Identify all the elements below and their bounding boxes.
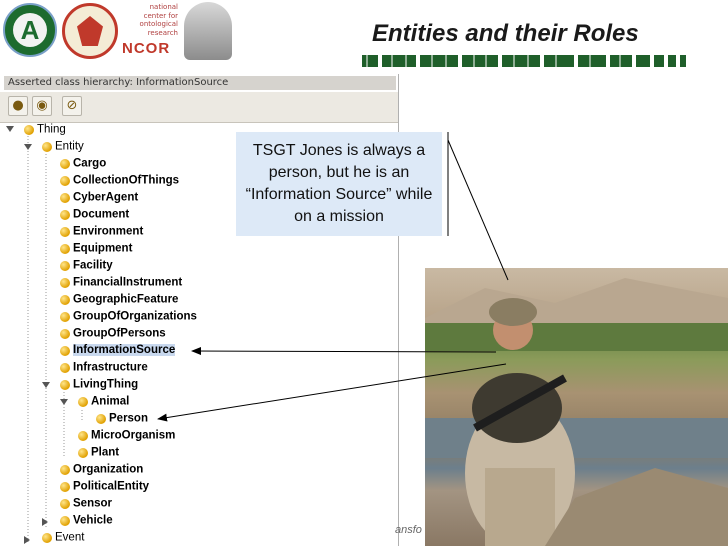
tree-node-label: Facility bbox=[73, 259, 113, 272]
tree-node-label: Plant bbox=[91, 446, 120, 459]
tree-node-label: Thing bbox=[37, 123, 66, 136]
ncor-wordmark: NCOR bbox=[122, 40, 171, 57]
tree-node-label: Equipment bbox=[73, 242, 133, 255]
delete-class-icon[interactable]: ⊘ bbox=[62, 96, 82, 116]
panel-title: Asserted class hierarchy: InformationSource bbox=[4, 76, 396, 90]
tree-node-label: CyberAgent bbox=[73, 191, 139, 204]
tree-node-label: LivingThing bbox=[73, 378, 139, 391]
tree-node-label: Event bbox=[55, 531, 85, 544]
tree-node-label: CollectionOfThings bbox=[73, 174, 180, 187]
tree-node-label: Person bbox=[109, 412, 148, 425]
add-sibling-icon[interactable]: ◉ bbox=[32, 96, 52, 116]
tree-node-label: GroupOfPersons bbox=[73, 327, 166, 340]
slide-title: Entities and their Roles bbox=[372, 20, 639, 47]
tree-node-label: Document bbox=[73, 208, 130, 221]
tree-node-label: Animal bbox=[91, 395, 130, 408]
tree-node-label: MicroOrganism bbox=[91, 429, 176, 442]
tree-node-label: FinancialInstrument bbox=[73, 276, 183, 289]
arrow-to-person bbox=[158, 364, 506, 419]
dia-logo-mark: A bbox=[13, 13, 47, 47]
tree-node-label: Infrastructure bbox=[73, 361, 148, 374]
arrow-to-informationsource bbox=[192, 351, 496, 352]
tree-node-label: GroupOfOrganizations bbox=[73, 310, 197, 323]
tree-node-label: Entity bbox=[55, 140, 84, 153]
tree-node-label: Vehicle bbox=[73, 514, 113, 527]
tree-node-label: GeographicFeature bbox=[73, 293, 179, 306]
callout-pointer bbox=[448, 140, 508, 280]
tree-node-label: Organization bbox=[73, 463, 144, 476]
add-subclass-icon[interactable]: ● bbox=[8, 96, 28, 116]
tree-node-label: PoliticalEntity bbox=[73, 480, 150, 493]
photo-caption-fragment: ansfo bbox=[395, 524, 422, 536]
ncor-subtitle: national center for ontological research bbox=[139, 3, 178, 37]
tree-node-label: Cargo bbox=[73, 157, 107, 170]
tree-node-label: Environment bbox=[73, 225, 144, 238]
tree-node-label: Sensor bbox=[73, 497, 112, 510]
callout-text: TSGT Jones is always a person, but he is an “Information Source” while on a mission bbox=[245, 142, 433, 225]
tree-node-label-selected: InformationSource bbox=[73, 344, 176, 357]
